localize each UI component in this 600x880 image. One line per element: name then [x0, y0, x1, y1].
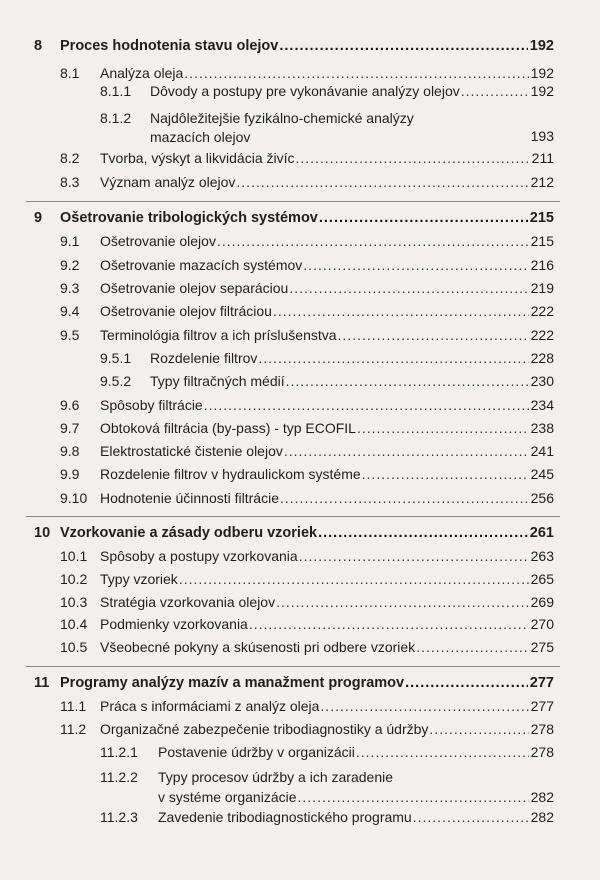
subsection-title: Rozdelenie filtrov: [150, 350, 258, 366]
chapter-divider: [26, 666, 560, 667]
toc-entry-10-5[interactable]: [0, 635, 600, 659]
toc-entry-9-5-2[interactable]: [0, 369, 600, 393]
section-number: 9.7: [60, 420, 80, 436]
chapter-number: 11: [34, 675, 50, 691]
section-title: Spôsoby a postupy vzorkovania: [100, 548, 298, 564]
section-title: Obtoková filtrácia (by-pass) - typ ECOFIL: [100, 420, 356, 436]
toc-entry-11-2-3[interactable]: [0, 805, 600, 829]
leader-dots: [284, 439, 529, 463]
section-title: Rozdelenie filtrov v hydraulickom systéme: [100, 466, 361, 482]
toc-entry-9-9[interactable]: [0, 462, 600, 486]
toc-entry-11-1[interactable]: [0, 694, 600, 718]
section-title: Ošetrovanie olejov filtráciou: [100, 303, 272, 319]
leader-dots: [318, 521, 528, 545]
subsection-number: 11.2.2: [100, 769, 138, 785]
toc-entry-9-1[interactable]: [0, 229, 600, 253]
section-number: 9.1: [60, 233, 80, 249]
leader-dots: [357, 416, 529, 440]
page-number: 269: [530, 594, 554, 610]
subsection-title-cont: v systéme organizácie: [158, 789, 297, 805]
page-number: 278: [530, 721, 554, 737]
toc-entry-10-3[interactable]: [0, 590, 600, 614]
page-number: 277: [530, 698, 554, 714]
leader-dots: [416, 635, 528, 659]
chapter-title: Programy analýzy mazív a manažment programov: [60, 675, 405, 691]
chapter-number: 9: [34, 210, 43, 226]
section-number: 11.2: [60, 721, 87, 737]
section-title: Terminológia filtrov a ich príslušenstva: [100, 327, 337, 343]
toc-entry-9-5-1[interactable]: [0, 346, 600, 370]
subsection-number: 11.2.1: [100, 744, 138, 760]
chapter-title: Ošetrovanie tribologických systémov: [60, 210, 318, 226]
page-number: 212: [530, 174, 554, 190]
page-number: 216: [530, 257, 554, 273]
subsection-number: 11.2.3: [100, 809, 138, 825]
subsection-number: 9.5.1: [100, 350, 132, 366]
section-number: 9.3: [60, 280, 80, 296]
toc-entry-10-4[interactable]: [0, 612, 600, 636]
section-number: 9.9: [60, 466, 80, 482]
section-title: Tvorba, výskyt a likvidácia živíc: [100, 150, 295, 166]
section-number: 8.2: [60, 150, 80, 166]
section-title: Spôsoby filtrácie: [100, 397, 203, 413]
section-title: Typy vzoriek: [100, 571, 178, 587]
toc-entry-9-7[interactable]: [0, 416, 600, 440]
page-number: 192: [530, 83, 554, 99]
chapter-divider: [26, 516, 560, 517]
toc-chapter-8[interactable]: [0, 34, 600, 58]
page-number: 245: [530, 466, 554, 482]
section-title: Hodnotenie účinnosti filtrácie: [100, 490, 279, 506]
section-title: Organizačné zabezpečenie tribodiagnostiky a údržby: [100, 721, 429, 737]
leader-dots: [236, 170, 528, 194]
chapter-number: 10: [34, 525, 51, 541]
page-number: 277: [529, 675, 554, 691]
leader-dots: [319, 206, 528, 230]
subsection-title-cont: mazacích olejov: [150, 129, 251, 145]
subsection-title: Typy filtračných médií: [150, 373, 285, 389]
section-title: Význam analýz olejov: [100, 174, 236, 190]
page-number: 222: [530, 303, 554, 319]
subsection-number: 8.1.1: [100, 83, 132, 99]
page-number: 192: [530, 65, 554, 81]
toc-entry-11-2[interactable]: [0, 717, 600, 741]
section-title: Všeobecné pokyny a skúsenosti pri odbere vzoriek: [100, 639, 416, 655]
section-number: 9.4: [60, 303, 80, 319]
subsection-number: 9.5.2: [100, 373, 132, 389]
leader-dots: [296, 146, 530, 170]
leader-dots: [362, 462, 529, 486]
leader-dots: [280, 486, 529, 510]
leader-dots: [356, 740, 529, 764]
toc-chapter-9[interactable]: [0, 206, 600, 230]
toc-chapter-11[interactable]: [0, 671, 600, 695]
section-title: Stratégia vzorkovania olejov: [100, 594, 276, 610]
chapter-divider: [26, 201, 560, 202]
section-title: Elektrostatické čistenie olejov: [100, 443, 283, 459]
leader-dots: [286, 369, 529, 393]
toc-entry-8-1-1[interactable]: [0, 79, 600, 103]
section-title: Práca s informáciami z analýz oleja: [100, 698, 320, 714]
toc-entry-10-2[interactable]: [0, 567, 600, 591]
subsection-title: Zavedenie tribodiagnostického programu: [158, 809, 412, 825]
subsection-title: Dôvody a postupy pre vykonávanie analýzy olejov: [150, 83, 460, 99]
section-number: 9.2: [60, 257, 80, 273]
leader-dots: [217, 229, 529, 253]
leader-dots: [273, 299, 529, 323]
leader-dots: [258, 346, 528, 370]
page-number: 215: [530, 233, 554, 249]
section-number: 10.1: [60, 548, 88, 564]
page-number: 192: [529, 38, 554, 54]
leader-dots: [299, 544, 529, 568]
section-title: Ošetrovanie mazacích systémov: [100, 257, 303, 273]
toc-entry-11-2-1[interactable]: [0, 740, 600, 764]
toc-entry-9-10[interactable]: [0, 486, 600, 510]
leader-dots: [429, 717, 528, 741]
leader-dots: [179, 567, 529, 591]
leader-dots: [338, 323, 529, 347]
subsection-title: Typy procesov údržby a ich zaradenie: [158, 769, 394, 785]
leader-dots: [413, 805, 529, 829]
section-number: 10.3: [60, 594, 88, 610]
toc-entry-8-1-2-page[interactable]: [0, 124, 600, 148]
page-number: 241: [530, 443, 554, 459]
leader-dots: [320, 694, 528, 718]
section-title: Analýza oleja: [100, 65, 184, 81]
section-number: 10.5: [60, 639, 88, 655]
leader-dots: [276, 590, 529, 614]
page-number: 222: [530, 327, 554, 343]
page-number: 275: [530, 639, 554, 655]
section-number: 8.3: [60, 174, 80, 190]
section-number: 10.2: [60, 571, 88, 587]
page-number: 261: [529, 525, 554, 541]
section-number: 9.6: [60, 397, 80, 413]
section-number: 10.4: [60, 616, 88, 632]
section-number: 9.10: [60, 490, 88, 506]
page-number: 230: [530, 373, 554, 389]
section-number: 9.5: [60, 327, 80, 343]
section-number: 11.1: [60, 698, 87, 714]
chapter-title: Proces hodnotenia stavu olejov: [60, 38, 279, 54]
toc-chapter-10[interactable]: [0, 521, 600, 545]
section-title: Ošetrovanie olejov: [100, 233, 216, 249]
toc-entry-8-2[interactable]: [0, 146, 600, 170]
leader-dots: [204, 393, 529, 417]
leader-dots: [249, 612, 529, 636]
toc-entry-10-1[interactable]: [0, 544, 600, 568]
toc-entry-9-3[interactable]: [0, 276, 600, 300]
chapter-title: Vzorkovanie a zásady odberu vzoriek: [60, 525, 318, 541]
page-number: 215: [529, 210, 554, 226]
chapter-number: 8: [34, 38, 43, 54]
section-title: Ošetrovanie olejov separáciou: [100, 280, 289, 296]
leader-dots: [461, 79, 529, 103]
section-title: Podmienky vzorkovania: [100, 616, 248, 632]
page-number: 265: [530, 571, 554, 587]
page-number: 282: [530, 809, 554, 825]
page-number: 270: [530, 616, 554, 632]
page-number: 256: [530, 490, 554, 506]
section-number: 8.1: [60, 65, 80, 81]
subsection-title: Postavenie údržby v organizácii: [158, 744, 355, 760]
page-number: 211: [531, 150, 554, 166]
subsection-title: Najdôležitejšie fyzikálno-chemické analýzy: [150, 110, 414, 126]
toc-entry-9-5[interactable]: [0, 323, 600, 347]
toc-entry-8-3[interactable]: [0, 170, 600, 194]
page-number: 193: [530, 128, 554, 144]
page-number: 228: [530, 350, 554, 366]
page-number: 282: [530, 789, 554, 805]
subsection-number: 8.1.2: [100, 110, 132, 126]
toc-entry-9-2[interactable]: [0, 253, 600, 277]
leader-dots: [303, 253, 528, 277]
leader-dots: [279, 34, 527, 58]
section-number: 9.8: [60, 443, 80, 459]
toc-entry-9-6[interactable]: [0, 393, 600, 417]
page-number: 238: [530, 420, 554, 436]
leader-dots: [289, 276, 528, 300]
page-number: 278: [530, 744, 554, 760]
page-number: 219: [530, 280, 554, 296]
page-number: 263: [530, 548, 554, 564]
toc-entry-9-8[interactable]: [0, 439, 600, 463]
page-number: 234: [530, 397, 554, 413]
toc-entry-9-4[interactable]: [0, 299, 600, 323]
leader-dots: [405, 671, 528, 695]
